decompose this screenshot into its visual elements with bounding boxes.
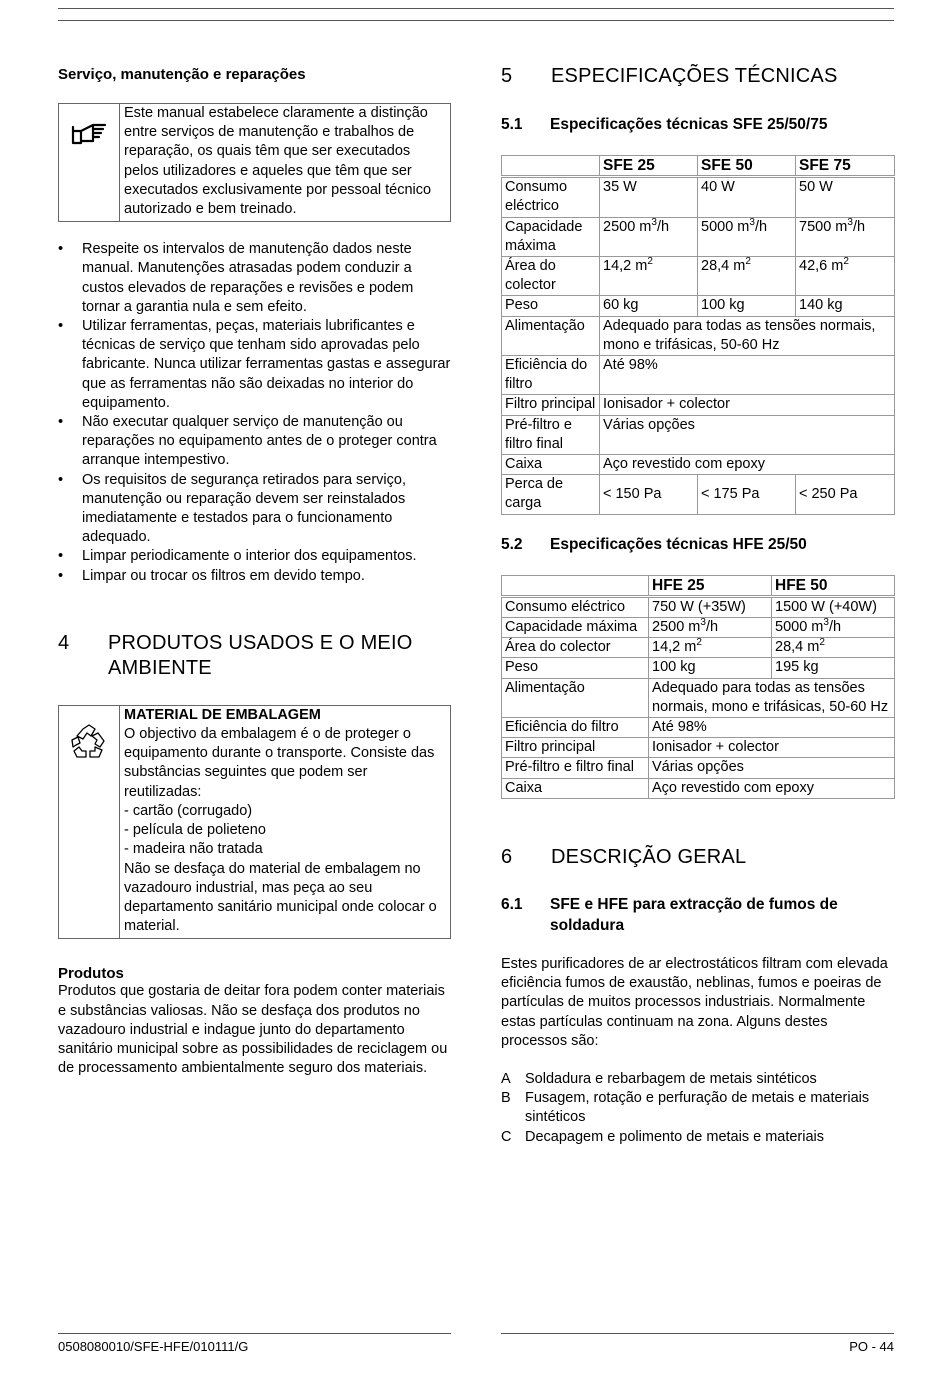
table-header-cell: HFE 25 — [649, 575, 772, 596]
table-row — [502, 177, 895, 217]
table-cell: Até 98% — [649, 718, 895, 738]
table-row — [502, 455, 895, 475]
table-cell — [649, 618, 772, 638]
table-row — [502, 316, 895, 355]
packaging-item: - película de polieteno — [124, 822, 266, 839]
row-label: Alimentação — [502, 316, 600, 355]
exponent: 3 — [823, 617, 829, 629]
table-header-row — [502, 156, 895, 177]
list-item: • Utilizar ferramentas, peças, materiais lubrificantes e técnicas de serviço que tenham sido aprovadas pelo fabricante. Nunca utilizar ferramentas gastas e assegurar que as ferramentas não são deixadas no interior do equipamento. — [58, 317, 451, 413]
table-row — [502, 257, 895, 296]
packaging-note-intro: O objectivo da embalagem é o de proteger o equipamento durante o transporte. Consiste das substâncias seguintes que podem ser reutilizadas: — [124, 726, 435, 800]
table-cell — [698, 257, 796, 296]
table-header-cell: SFE 50 — [698, 156, 796, 177]
footer-rule-left — [58, 1333, 451, 1334]
pointing-hand-icon — [59, 104, 120, 221]
footer-doc-code: 0508080010/SFE-HFE/010111/G — [58, 1339, 249, 1354]
table-row — [502, 356, 895, 395]
service-heading: Serviço, manutenção e reparações — [58, 66, 306, 83]
table-row — [502, 778, 895, 798]
list-item: • Respeite os intervalos de manutenção dados neste manual. Manutenções atrasadas podem conduzir a custos elevados de reparações e revisões e podem tornar a garantia nula e sem efeito. — [58, 240, 451, 317]
table-row — [502, 296, 895, 316]
table-cell: Várias opções — [600, 415, 895, 454]
cell-value: 2500 m — [652, 619, 701, 636]
table-cell — [796, 257, 895, 296]
table-cell: 50 W — [796, 177, 895, 217]
cell-value: 2500 m — [603, 218, 652, 235]
table-cell: < 150 Pa — [600, 475, 698, 514]
subsection-title: SFE e HFE para extracção de fumos de soldadura — [550, 895, 838, 934]
top-rule-2 — [58, 20, 894, 21]
table-row — [502, 217, 895, 256]
table-cell: Aço revestido com epoxy — [600, 455, 895, 475]
table-cell — [649, 638, 772, 658]
packaging-item: - cartão (corrugado) — [124, 802, 253, 819]
list-key: A — [501, 1070, 511, 1087]
service-note-text: Este manual estabelece claramente a distinção entre serviços de manutenção e trabalhos de reparação, os quais têm que ser executados pelos utilizadores e aqueles que têm que ser executados exclusivamente por pessoal técnico autorizado e bem treinado. — [124, 105, 432, 218]
table-cell — [698, 217, 796, 256]
row-label: Peso — [502, 296, 600, 316]
section-5-heading — [501, 64, 894, 89]
row-label: Peso — [502, 658, 649, 678]
section-6-intro: Estes purificadores de ar electrostáticos filtram com elevada eficiência fumos de exaustão, neblinas, fumos e poeiras de partículas de muitos processos industriais. Normalmente estas partículas continuam na zona. Alguns destes processos são: — [501, 955, 888, 1049]
exponent: 3 — [700, 617, 706, 629]
row-label: Alimentação — [502, 678, 649, 717]
process-list — [501, 1070, 894, 1147]
table-cell: < 250 Pa — [796, 475, 895, 514]
cell-value: 14,2 m — [652, 639, 697, 656]
section-title: ESPECIFICAÇÕES TÉCNICAS — [551, 65, 838, 87]
table-cell — [600, 257, 698, 296]
row-label: Filtro principal — [502, 738, 649, 758]
table-cell — [772, 618, 895, 638]
row-label: Consumo eléctrico — [502, 177, 600, 217]
section-title: DESCRIÇÃO GERAL — [551, 845, 747, 868]
row-label: Caixa — [502, 778, 649, 798]
table-cell: 1500 W (+40W) — [772, 596, 895, 617]
row-label: Eficiência do filtro — [502, 718, 649, 738]
subsection-5-1-heading — [501, 114, 894, 135]
cell-unit: /h — [656, 218, 670, 235]
row-label: Capacidade máxima — [502, 618, 649, 638]
table-row — [502, 415, 895, 454]
table-row — [502, 395, 895, 415]
exponent: 2 — [647, 256, 653, 268]
table-cell: Ionisador + colector — [649, 738, 895, 758]
table-header-row — [502, 575, 895, 596]
section-number: 4 — [58, 631, 70, 654]
table-cell: 140 kg — [796, 296, 895, 316]
list-text: Decapagem e polimento de metais e materiais — [525, 1128, 825, 1145]
table-cell: Adequado para todas as tensões normais, mono e trifásicas, 50-60 Hz — [600, 316, 895, 355]
list-key: C — [501, 1128, 512, 1145]
section-4-heading — [58, 631, 451, 681]
table-row — [502, 596, 895, 617]
subsection-number: 5.2 — [501, 535, 523, 553]
table-cell: 195 kg — [772, 658, 895, 678]
cell-value: 7500 m — [799, 218, 848, 235]
section-6-heading — [501, 845, 894, 870]
table-row — [502, 718, 895, 738]
table-cell: 60 kg — [600, 296, 698, 316]
list-item: • Limpar ou trocar os filtros em devido tempo. — [58, 567, 451, 586]
table-cell: Adequado para todas as tensões normais, mono e trifásicas, 50-60 Hz — [649, 678, 895, 717]
table-cell: 35 W — [600, 177, 698, 217]
table-cell: 750 W (+35W) — [649, 596, 772, 617]
row-label: Área do colector — [502, 257, 600, 296]
table-row — [502, 658, 895, 678]
list-text: Fusagem, rotação e perfuração de metais e materiais sintéticos — [525, 1090, 870, 1126]
footer-rule-right — [501, 1333, 894, 1334]
section-title: PRODUTOS USADOS E O MEIO AMBIENTE — [108, 631, 413, 679]
table-header-cell — [502, 156, 600, 177]
row-label: Eficiência do filtro — [502, 356, 600, 395]
exponent: 3 — [847, 216, 853, 228]
hfe-spec-table — [501, 575, 895, 799]
cell-value: 14,2 m — [603, 258, 648, 275]
list-item: • Os requisitos de segurança retirados para serviço, manutenção ou reparação devem ser reinstalados imediatamente e testados para o funcionamento adequado. — [58, 471, 451, 548]
table-row — [502, 638, 895, 658]
cell-unit: /h — [828, 619, 842, 636]
products-heading: Produtos — [58, 965, 124, 983]
table-cell: Até 98% — [600, 356, 895, 395]
subsection-number: 5.1 — [501, 116, 523, 133]
left-column — [58, 66, 451, 1078]
list-item — [501, 1070, 894, 1089]
row-label: Consumo eléctrico — [502, 596, 649, 617]
table-cell: 40 W — [698, 177, 796, 217]
products-text: Produtos que gostaria de deitar fora podem conter materiais e substâncias valiosas. Não se desfaça dos produtos no vazadouro industrial e indague junto do departamento sanitário municipal sobre as possibilidades de reciclagem ou de processamento ambientalmente seguro dos materiais. — [58, 983, 448, 1077]
table-cell — [796, 217, 895, 256]
footer-page-number: PO - 44 — [849, 1339, 894, 1354]
exponent: 3 — [749, 216, 755, 228]
subsection-5-2-heading — [501, 534, 894, 555]
table-header-cell — [502, 575, 649, 596]
right-column — [501, 64, 894, 1147]
exponent: 2 — [696, 637, 702, 649]
list-text: Soldadura e rebarbagem de metais sintéticos — [525, 1070, 817, 1087]
cell-unit: /h — [705, 619, 719, 636]
row-label: Pré-filtro e filtro final — [502, 415, 600, 454]
list-item — [501, 1128, 894, 1147]
list-item: • Limpar periodicamente o interior dos equipamentos. — [58, 547, 451, 566]
service-bullets — [58, 240, 451, 586]
cell-value: 5000 m — [775, 619, 824, 636]
section-number: 6 — [501, 845, 513, 868]
table-header-cell: SFE 25 — [600, 156, 698, 177]
table-row — [502, 618, 895, 638]
table-row — [502, 738, 895, 758]
packaging-item: - madeira não tratada — [124, 841, 263, 858]
service-note — [58, 103, 451, 222]
packaging-note — [58, 705, 451, 939]
table-cell: Várias opções — [649, 758, 895, 778]
cell-value: 28,4 m — [775, 639, 820, 656]
subsection-6-1-heading — [501, 894, 894, 936]
row-label: Caixa — [502, 455, 600, 475]
row-label: Pré-filtro e filtro final — [502, 758, 649, 778]
row-label: Capacidade máxima — [502, 217, 600, 256]
exponent: 2 — [745, 256, 751, 268]
table-header-cell: HFE 50 — [772, 575, 895, 596]
table-row — [502, 678, 895, 717]
list-item — [501, 1089, 894, 1127]
table-cell: 100 kg — [698, 296, 796, 316]
section-number: 5 — [501, 65, 513, 87]
table-cell: < 175 Pa — [698, 475, 796, 514]
exponent: 2 — [819, 637, 825, 649]
packaging-note-outro: Não se desfaça do material de embalagem no vazadouro industrial, mas peça ao seu departamento sanitário municipal onde colocar o material. — [124, 860, 437, 935]
packaging-note-title: MATERIAL DE EMBALAGEM — [124, 706, 321, 723]
cell-unit: /h — [754, 218, 768, 235]
exponent: 2 — [843, 256, 849, 268]
recycle-icon — [59, 706, 120, 938]
table-row — [502, 758, 895, 778]
list-key: B — [501, 1090, 511, 1107]
table-header-cell: SFE 75 — [796, 156, 895, 177]
cell-value: 5000 m — [701, 218, 750, 235]
table-row — [502, 475, 895, 514]
subsection-title: Especificações técnicas SFE 25/50/75 — [550, 116, 828, 133]
table-cell — [600, 217, 698, 256]
sfe-spec-table — [501, 155, 895, 515]
exponent: 3 — [651, 216, 657, 228]
table-cell: Ionisador + colector — [600, 395, 895, 415]
table-cell: Aço revestido com epoxy — [649, 778, 895, 798]
list-item: • Não executar qualquer serviço de manutenção ou reparações no equipamento antes de o proteger contra arranque intempestivo. — [58, 413, 451, 471]
table-cell — [772, 638, 895, 658]
row-label: Filtro principal — [502, 395, 600, 415]
cell-value: 28,4 m — [701, 258, 746, 275]
subsection-title: Especificações técnicas HFE 25/50 — [550, 535, 807, 553]
cell-value: 42,6 m — [799, 258, 844, 275]
top-rule-1 — [58, 8, 894, 9]
table-cell: 100 kg — [649, 658, 772, 678]
cell-unit: /h — [852, 218, 866, 235]
row-label: Perca de carga — [502, 475, 600, 514]
row-label: Área do colector — [502, 638, 649, 658]
subsection-number: 6.1 — [501, 895, 523, 913]
packaging-note-text — [120, 706, 450, 938]
